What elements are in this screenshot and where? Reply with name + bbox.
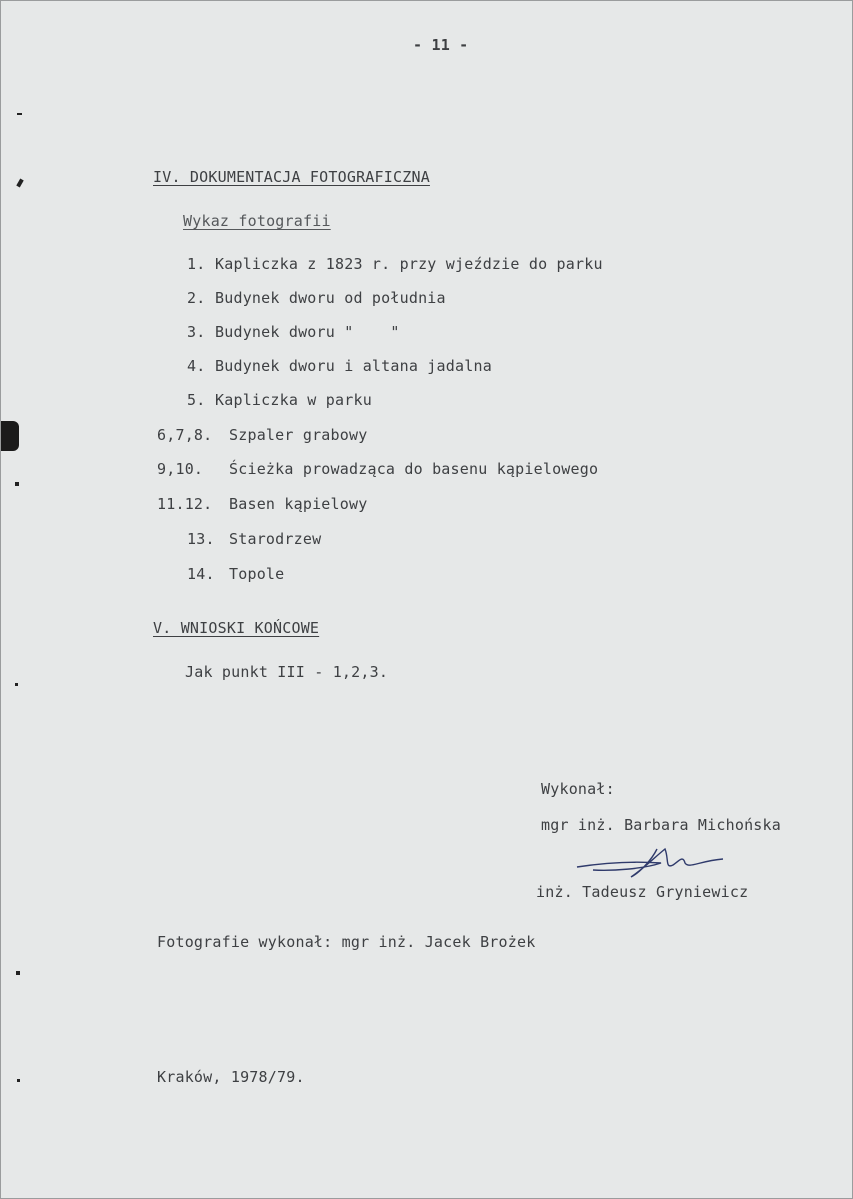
photo-list-subheading: Wykaz fotografii	[183, 212, 331, 230]
binder-mark	[16, 179, 23, 188]
section-v-text: Jak punkt III - 1,2,3.	[185, 663, 389, 681]
binder-clip	[1, 421, 19, 451]
list-item-text: Szpaler grabowy	[229, 426, 368, 444]
list-item-num: 14.	[187, 565, 215, 583]
list-item-text: Budynek dworu od południa	[215, 289, 446, 307]
performed-by-label: Wykonał:	[541, 780, 615, 798]
binder-mark	[15, 482, 19, 486]
list-item-num: 3.	[187, 323, 206, 341]
handwritten-signature	[573, 839, 733, 889]
list-item-text: Topole	[229, 565, 285, 583]
list-item-num: 11.12.	[157, 495, 213, 513]
list-item-text: Budynek dworu i altana jadalna	[215, 357, 492, 375]
place-date: Kraków, 1978/79.	[157, 1068, 305, 1086]
binder-mark	[16, 971, 20, 975]
list-item-text: Starodrzew	[229, 530, 322, 548]
page-number: - 11 -	[413, 36, 469, 54]
list-item-num: 9,10.	[157, 460, 204, 478]
list-item-num: 6,7,8.	[157, 426, 213, 444]
list-item-text: Ścieżka prowadząca do basenu kąpielowego	[229, 460, 599, 478]
binder-mark	[17, 1079, 20, 1082]
list-item-text: Kapliczka z 1823 r. przy wjeździe do parku	[215, 255, 603, 273]
photos-credit: Fotografie wykonał: mgr inż. Jacek Brożek	[157, 933, 536, 951]
author-name-1: mgr inż. Barbara Michońska	[541, 816, 781, 834]
binder-mark	[15, 683, 18, 686]
list-item-num: 5.	[187, 391, 206, 409]
binder-mark	[17, 113, 22, 115]
list-item-text: Basen kąpielowy	[229, 495, 368, 513]
author-name-2: inż. Tadeusz Gryniewicz	[536, 883, 749, 901]
list-item-num: 13.	[187, 530, 215, 548]
section-iv-heading: IV. DOKUMENTACJA FOTOGRAFICZNA	[153, 168, 430, 186]
list-item-num: 4.	[187, 357, 206, 375]
list-item-text: Budynek dworu " "	[215, 323, 400, 341]
section-v-heading: V. WNIOSKI KOŃCOWE	[153, 619, 320, 637]
list-item-text: Kapliczka w parku	[215, 391, 372, 409]
list-item-num: 1.	[187, 255, 206, 273]
list-item-num: 2.	[187, 289, 206, 307]
